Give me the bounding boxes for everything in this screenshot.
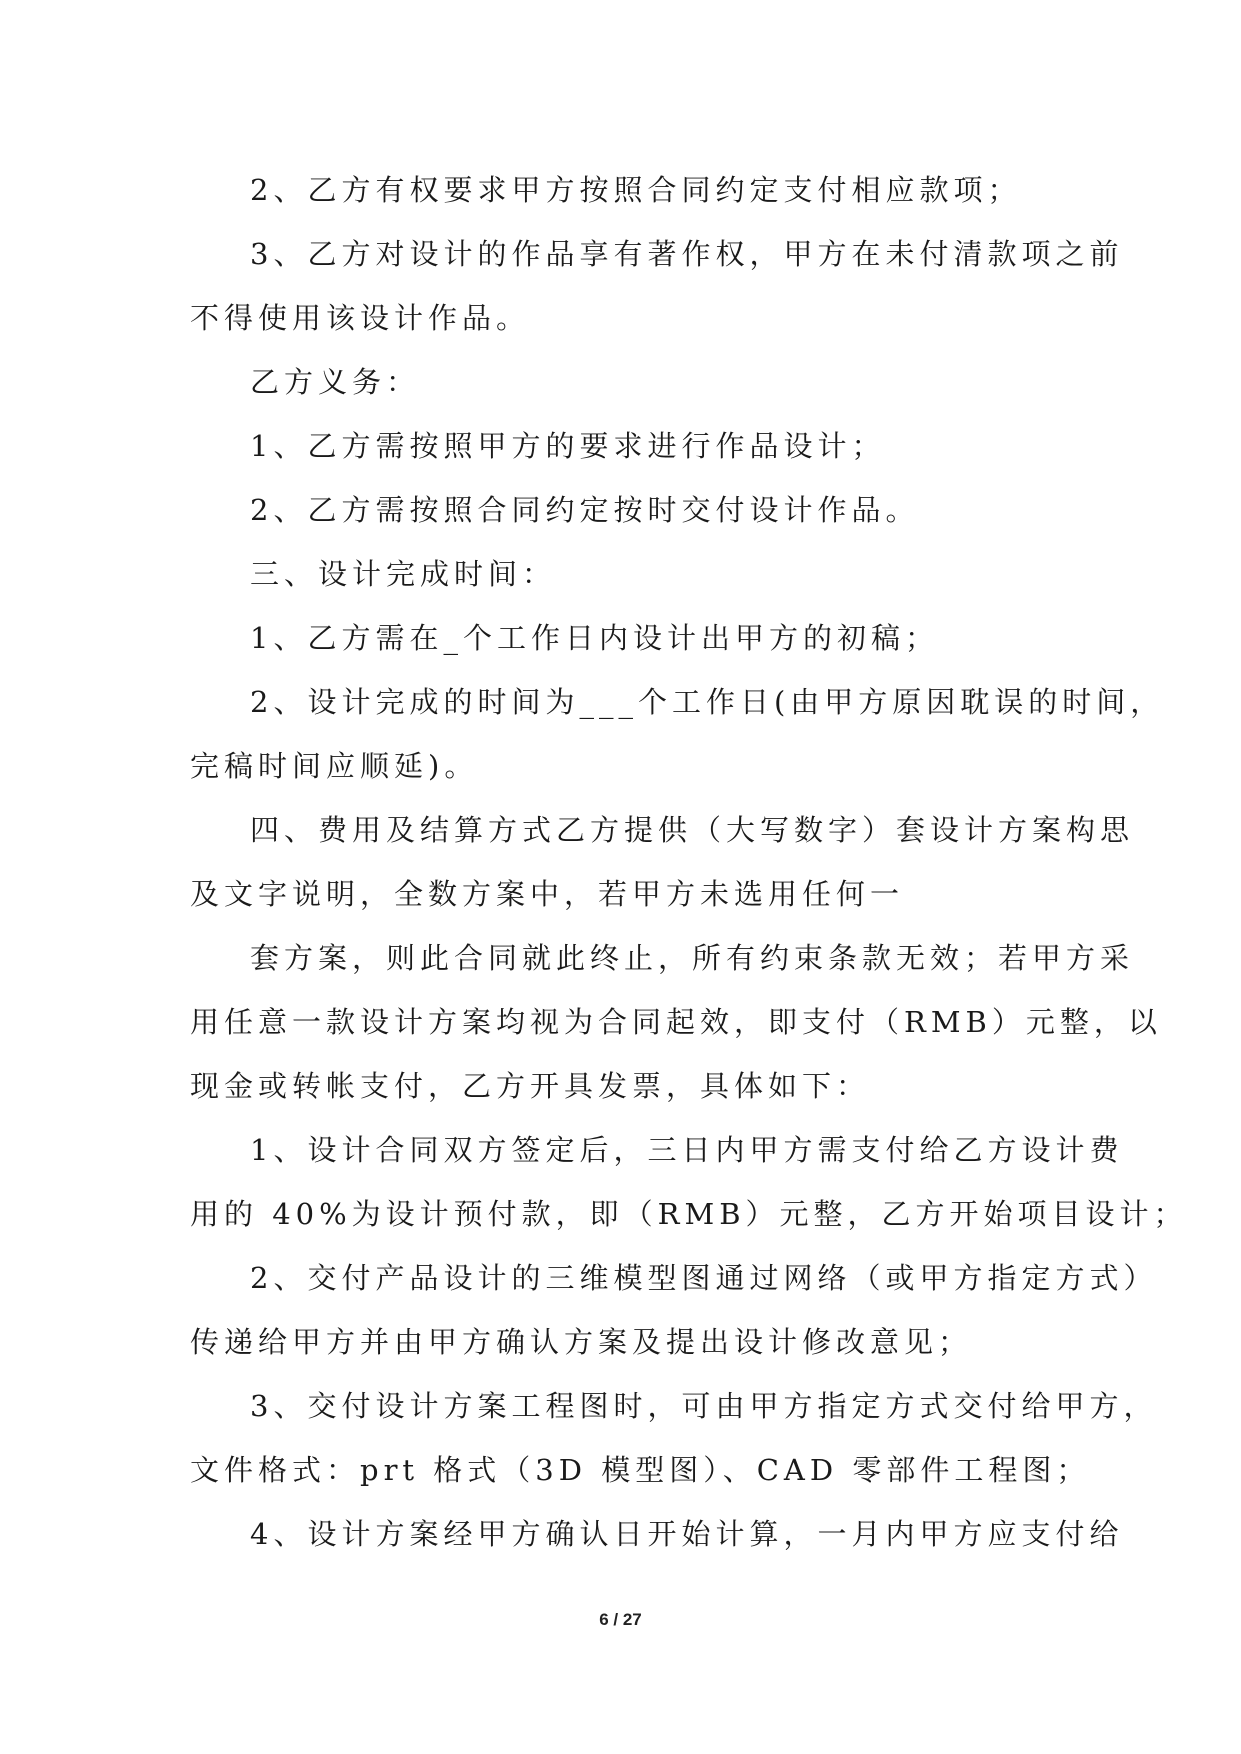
text-line-15: 现金或转帐支付，乙方开具发票，具体如下： (190, 1069, 871, 1103)
text-line-13: 套方案，则此合同就此终止，所有约束条款无效；若甲方采 (250, 941, 1135, 975)
page-number: 6 / 27 (599, 1610, 642, 1629)
section-heading-party-b-obligations: 乙方义务： (250, 365, 421, 399)
text-line-17: 用的 40%为设计预付款，即（RMB）元整，乙方开始项目设计； (190, 1197, 1188, 1231)
text-line-14: 用任意一款设计方案均视为合同起效，即支付（RMB）元整，以 (190, 1005, 1162, 1039)
section-heading-fees-settlement: 四、费用及结算方式乙方提供（大写数字）套设计方案构思 (250, 813, 1135, 847)
text-line-1: 2、乙方有权要求甲方按照合同约定支付相应款项； (250, 173, 1022, 207)
text-line-22: 4、设计方案经甲方确认日开始计算，一月内甲方应支付给 (250, 1517, 1124, 1551)
text-line-19: 传递给甲方并由甲方确认方案及提出设计修改意见； (190, 1325, 973, 1359)
text-line-21: 文件格式：prt 格式（3D 模型图）、CAD 零部件工程图； (190, 1453, 1091, 1487)
text-line-3: 不得使用该设计作品。 (190, 301, 531, 335)
text-line-9: 2、设计完成的时间为___个工作日(由甲方原因耽误的时间， (250, 685, 1165, 719)
text-line-8: 1、乙方需在_个工作日内设计出甲方的初稿； (250, 621, 939, 655)
text-line-20: 3、交付设计方案工程图时，可由甲方指定方式交付给甲方， (250, 1389, 1158, 1423)
text-line-18: 2、交付产品设计的三维模型图通过网络（或甲方指定方式） (250, 1261, 1158, 1295)
document-body (190, 158, 1188, 1566)
text-line-16: 1、设计合同双方签定后，三日内甲方需支付给乙方设计费 (250, 1133, 1124, 1167)
text-line-2: 3、乙方对设计的作品享有著作权，甲方在未付清款项之前 (250, 237, 1124, 271)
text-line-5: 1、乙方需按照甲方的要求进行作品设计； (250, 429, 886, 463)
text-line-6: 2、乙方需按照合同约定按时交付设计作品。 (250, 493, 920, 527)
text-line-12: 及文字说明，全数方案中，若甲方未选用任何一 (190, 877, 905, 911)
text-line-10: 完稿时间应顺延)。 (190, 749, 479, 783)
section-heading-completion-time: 三、设计完成时间： (250, 557, 557, 591)
